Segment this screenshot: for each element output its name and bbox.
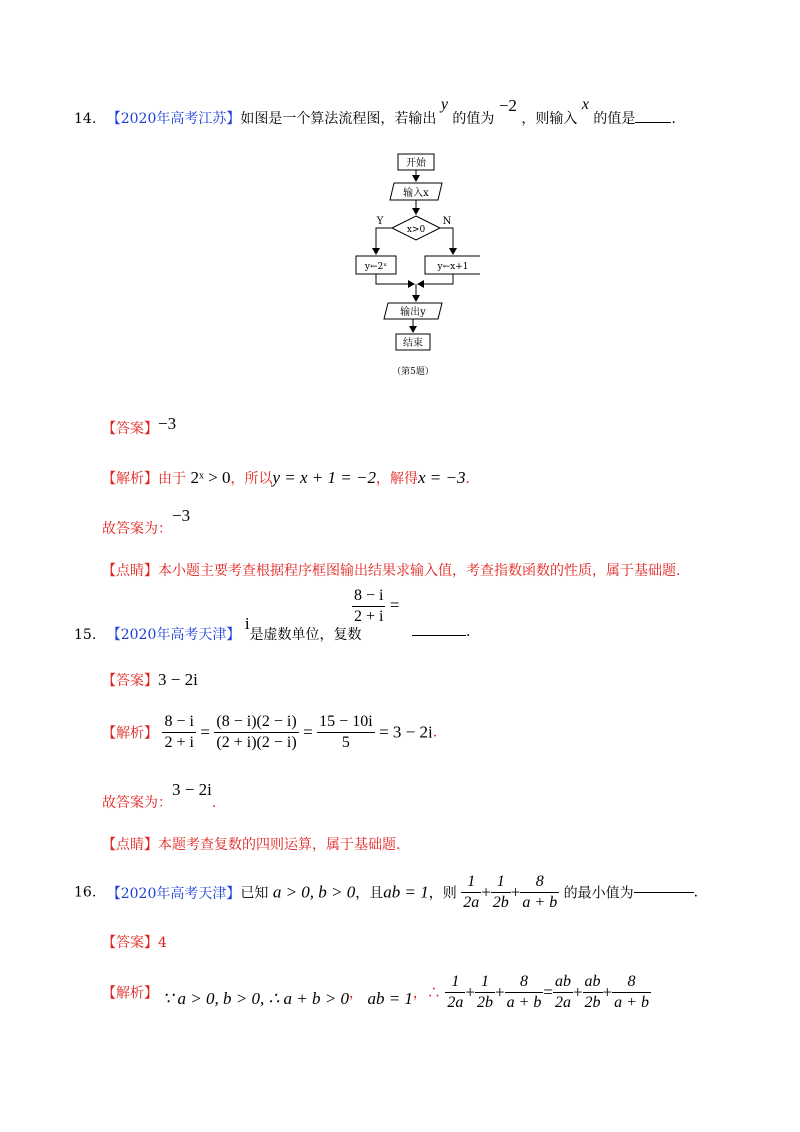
flow-condition-label: x>0	[406, 225, 426, 235]
q14-conclusion-value: −3	[172, 506, 191, 525]
q15-conclusion-end: .	[211, 795, 217, 811]
q14-stem	[74, 96, 676, 128]
q16-r1-den: 2a	[554, 994, 571, 1011]
q16-answer	[102, 932, 167, 952]
q15-blank-line	[412, 624, 470, 640]
q14-analysis-g: .	[465, 471, 470, 487]
q16-stem: 16. 【2020年高考天津】已知 a > 0, b > 0，且ab = 1，则 $\frac{1}{2a}$ + $\frac{1}{2b}$ + $\frac{8}{a + b}$ 的最小值为 .	[74, 873, 699, 911]
q15-comment-text: 本题考查复数的四则运算，属于基础题.	[158, 837, 401, 853]
q16-t2-den: 2b	[492, 894, 509, 911]
q16-t3-den: a + b	[522, 894, 558, 911]
q16-analysis-part1: ∵ a > 0, b > 0, ∴ a + b > 0	[162, 988, 349, 1008]
q15-analysis: 【解析】 $\frac{8 - i}{2 + i}$ = $\frac{(8 - i)(2 - i)}{(2 + i)(2 - i)}$ = $\frac{15 - 10i}{5}$ = 3 − 2i.	[102, 713, 438, 751]
q15-frac-num: 8 − i	[352, 586, 385, 607]
q15-number: 15.	[74, 627, 97, 643]
q15-comment	[102, 834, 400, 854]
q16-answer-label: 【答案】	[102, 935, 158, 951]
q16-s1-num: 1	[445, 972, 465, 993]
q16-t3-num: 8	[520, 872, 559, 893]
q16-answer-value: 4	[158, 935, 167, 951]
q14-blank	[635, 122, 671, 123]
q14-analysis-label: 【解析】	[102, 471, 158, 487]
q14-conclusion-label: 故答案为：	[102, 521, 172, 537]
q16-analysis: 【解析】 ∵ a > 0, b > 0, ∴ a + b > 0， ab = 1，∴ $\frac{1}{2a}$ + $\frac{1}{2b}$ + $\frac{8}{a + b}$ = $\frac{ab}{2a}$ + $\frac{ab}{2b}$ + $\frac{8}{a + b}$	[102, 973, 649, 1011]
q14-end: .	[671, 111, 676, 127]
q14-comment-text: 本小题主要考查根据程序框图输出结果求输入值，考查指数函数的性质，属于基础题.	[158, 563, 681, 579]
q15-answer	[102, 670, 198, 690]
q14-comment	[102, 560, 680, 580]
q16-cond1: a > 0, b > 0	[272, 882, 356, 902]
q15-f2-num: (8 − i)(2 − i)	[214, 712, 298, 733]
q15-comment-label: 【点睛】	[102, 837, 158, 853]
q14-analysis-e: ，解得	[375, 471, 418, 487]
q15-blank	[412, 635, 466, 636]
q16-t2-num: 1	[491, 872, 511, 893]
q15-f3-den: 5	[341, 734, 350, 751]
q15-f1-den: 2 + i	[164, 734, 194, 751]
q15-var-i: i	[244, 614, 250, 633]
q15-frac-den: 2 + i	[354, 608, 384, 625]
q16-s2-den: 2b	[476, 994, 493, 1011]
q16-text-d: 的最小值为	[563, 885, 634, 902]
q16-s2-num: 1	[475, 972, 495, 993]
q15-source: 【2020年高考天津】	[106, 627, 241, 643]
q15-conclusion-label: 故答案为：	[102, 795, 172, 811]
q16-r2-den: 2b	[584, 994, 601, 1011]
q14-text-b: 的值为	[452, 111, 495, 127]
q15-f1-num: 8 − i	[162, 712, 195, 733]
q14-var-y: y	[440, 96, 448, 113]
q14-analysis-eq: y = x + 1 = −2	[272, 468, 376, 487]
q15-conclusion	[102, 780, 217, 812]
flow-output-label: 输出y	[400, 307, 426, 318]
q14-answer-value: −3	[158, 414, 177, 433]
q16-end: .	[693, 884, 699, 901]
q14-analysis-a: 由于	[158, 471, 186, 487]
q15-eq: =	[389, 595, 400, 615]
q16-r3-num: 8	[612, 972, 651, 993]
q14-value: −2	[498, 96, 517, 115]
q16-source: 【2020年高考天津】	[106, 885, 241, 902]
q15-analysis-label: 【解析】	[102, 725, 158, 742]
q14-text-d: 的值是	[593, 111, 636, 127]
flow-caption: （第5题）	[392, 367, 434, 377]
q16-text-a: 已知	[240, 885, 269, 902]
q16-cond2: ab = 1	[383, 882, 429, 902]
q15-answer-label: 【答案】	[102, 673, 158, 689]
q16-t1-num: 1	[461, 872, 481, 893]
flow-end-label: 结束	[403, 338, 423, 349]
q16-s1-den: 2a	[447, 994, 464, 1011]
q14-analysis-ineq: 2ˣ > 0	[190, 468, 231, 487]
flow-right-label: y←x+1	[437, 262, 469, 272]
q15-conclusion-value: 3 − 2i	[172, 780, 212, 799]
q14-analysis	[102, 468, 470, 488]
flow-left-label: y←2ˣ	[364, 262, 388, 272]
q15-result: = 3 − 2i	[379, 722, 433, 742]
q14-text-c: ，则输入	[521, 111, 578, 127]
q16-analysis-sep: ，	[348, 985, 363, 1002]
q16-s3-den: a + b	[506, 994, 542, 1011]
q14-conclusion	[102, 506, 191, 538]
q16-r3-den: a + b	[614, 994, 649, 1011]
flow-yes-label: Y	[376, 216, 384, 227]
q14-source: 【2020年高考江苏】	[106, 111, 241, 127]
q15-f3-num: 15 − 10i	[317, 712, 374, 733]
q16-t1-den: 2a	[463, 894, 480, 911]
q16-analysis-sep2: ，∴	[412, 985, 441, 1002]
q15-f2-den: (2 + i)(2 − i)	[216, 734, 297, 751]
q14-var-x: x	[581, 96, 589, 113]
q15-period: .	[432, 724, 438, 741]
q16-text-c: ，则	[428, 885, 457, 902]
flow-no-label: N	[442, 216, 452, 227]
q14-analysis-c: ，所以	[230, 471, 273, 487]
q14-comment-label: 【点睛】	[102, 563, 158, 579]
flow-input-label: 输入x	[403, 188, 429, 199]
q16-analysis-part2: ab = 1	[367, 988, 413, 1008]
q16-blank	[634, 892, 694, 893]
q15-answer-value: 3 − 2i	[158, 670, 198, 689]
q14-flowchart	[340, 150, 480, 380]
q16-r1-num: ab	[553, 972, 573, 993]
q15-end: .	[466, 624, 471, 640]
q14-text-a: 如图是一个算法流程图，若输出	[240, 111, 437, 127]
q16-number: 16.	[74, 884, 97, 901]
q16-text-b: ，且	[355, 885, 384, 902]
q15-stem	[74, 614, 362, 644]
q16-s3-num: 8	[505, 972, 544, 993]
q14-number: 14.	[74, 111, 97, 127]
q16-analysis-label: 【解析】	[102, 985, 158, 1002]
q14-answer-label: 【答案】	[102, 421, 158, 437]
q15-fraction	[352, 586, 400, 627]
flow-start-label: 开始	[406, 158, 426, 169]
q14-analysis-result: x = −3	[417, 468, 466, 487]
q14-answer	[102, 414, 177, 438]
q16-r2-num: ab	[583, 972, 603, 993]
q15-text-a: 是虚数单位，复数	[249, 627, 362, 643]
